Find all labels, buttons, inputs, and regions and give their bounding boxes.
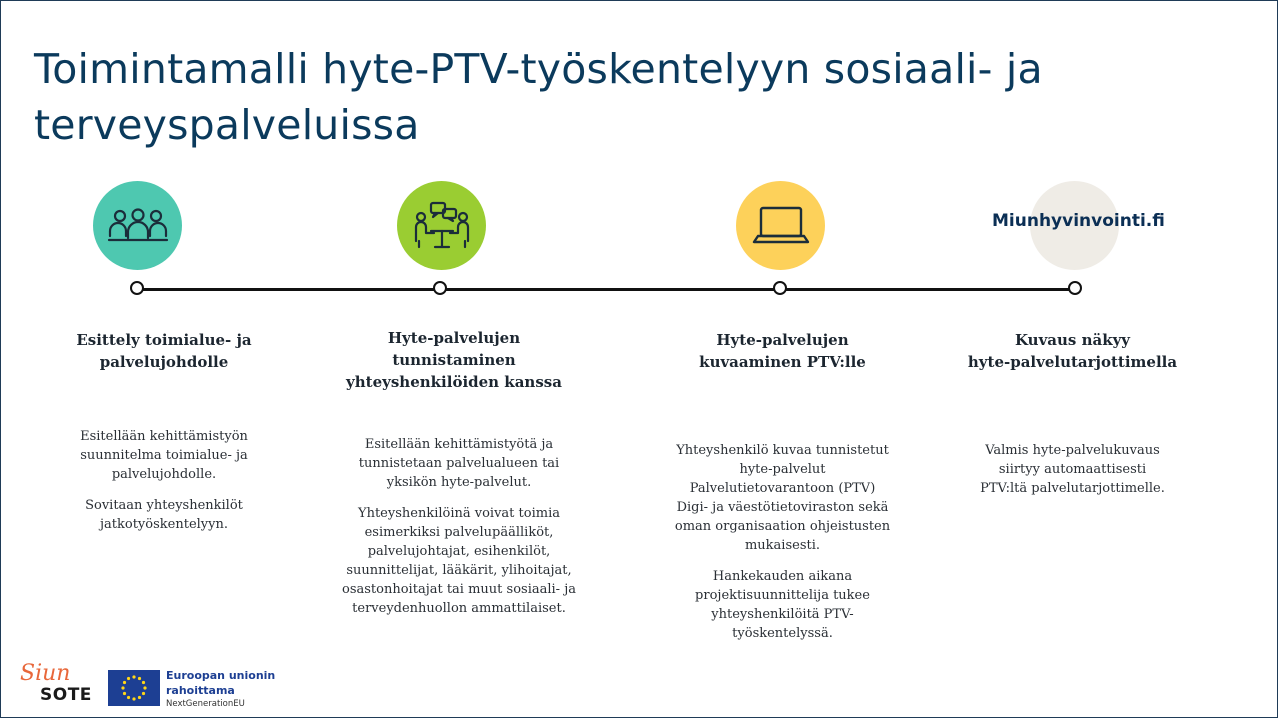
step-4-title: Kuvaus näkyy hyte-palvelutarjottimella (967, 331, 1178, 371)
timeline-dot-1 (130, 281, 144, 295)
title-line-2: terveyspalveluissa (34, 101, 420, 150)
step-3-circle (736, 181, 825, 270)
step-1-text (44, 427, 284, 546)
step-4-paragraph-1: Valmis hyte-palvelukuvaus siirtyy automaattisesti PTV:ltä palvelutarjottimelle. (980, 443, 1165, 496)
step-2-title: Hyte-palvelujen tunnistaminen yhteyshenkilöiden kanssa (346, 329, 562, 391)
step-1-circle (93, 181, 182, 270)
eu-funding-text: Euroopan unionin rahoittama NextGenerationEU (166, 669, 276, 709)
step-2-text (315, 435, 603, 630)
slide-title (34, 41, 1234, 153)
miunhyvinvointi-logo-text: Miunhyvinvointi.fi (992, 211, 1165, 231)
step-1-title: Esittely toimialue- ja palvelujohdolle (76, 331, 252, 371)
timeline-dot-4 (1068, 281, 1082, 295)
timeline-line (137, 288, 1077, 291)
people-group-icon (107, 206, 169, 246)
title-line-1: Toimintamalli hyte-PTV-työskentelyyn sosiaali- ja (34, 45, 1043, 94)
laptop-icon (751, 204, 811, 248)
step-4-text (945, 441, 1200, 510)
step-1-paragraph-2: Sovitaan yhteyshenkilöt jatkotyöskentelyyn. (85, 498, 243, 532)
step-2-paragraph-2: Yhteyshenkilöinä voivat toimia esimerkiksi palvelupäälliköt, palvelujohtajat, esihenkilöt, suunnittelijat, lääkärit, ylihoitajat, osastonhoitajat tai muut sosiaali- ja terveydenhuollon ammattilaiset. (342, 506, 576, 616)
step-3-paragraph-1: Yhteyshenkilö kuvaa tunnistetut hyte-palvelut Palvelutietovarantoon (PTV) Digi- ja väestötietoviraston sekä oman organisaation ohjeistusten mukaisesti. (674, 443, 891, 553)
timeline-dot-3 (773, 281, 787, 295)
siun-sote-logo: Siun SOTE (20, 661, 92, 705)
step-1-paragraph-1: Esitellään kehittämistyön suunnitelma toimialue- ja palvelujohdolle. (80, 429, 248, 482)
step-2-paragraph-1: Esitellään kehittämistyötä ja tunnistetaan palvelualueen tai yksikön hyte-palvelut. (358, 437, 560, 490)
timeline-dot-2 (433, 281, 447, 295)
step-3-paragraph-2: Hankekauden aikana projektisuunnittelija tukee yhteyshenkilöitä PTV- työskentelyssä. (695, 569, 870, 641)
step-3-title: Hyte-palvelujen kuvaaminen PTV:lle (699, 331, 866, 371)
step-3-text (650, 441, 915, 655)
meeting-chat-icon (411, 201, 473, 251)
eu-flag-icon (108, 670, 160, 706)
step-2-circle (397, 181, 486, 270)
